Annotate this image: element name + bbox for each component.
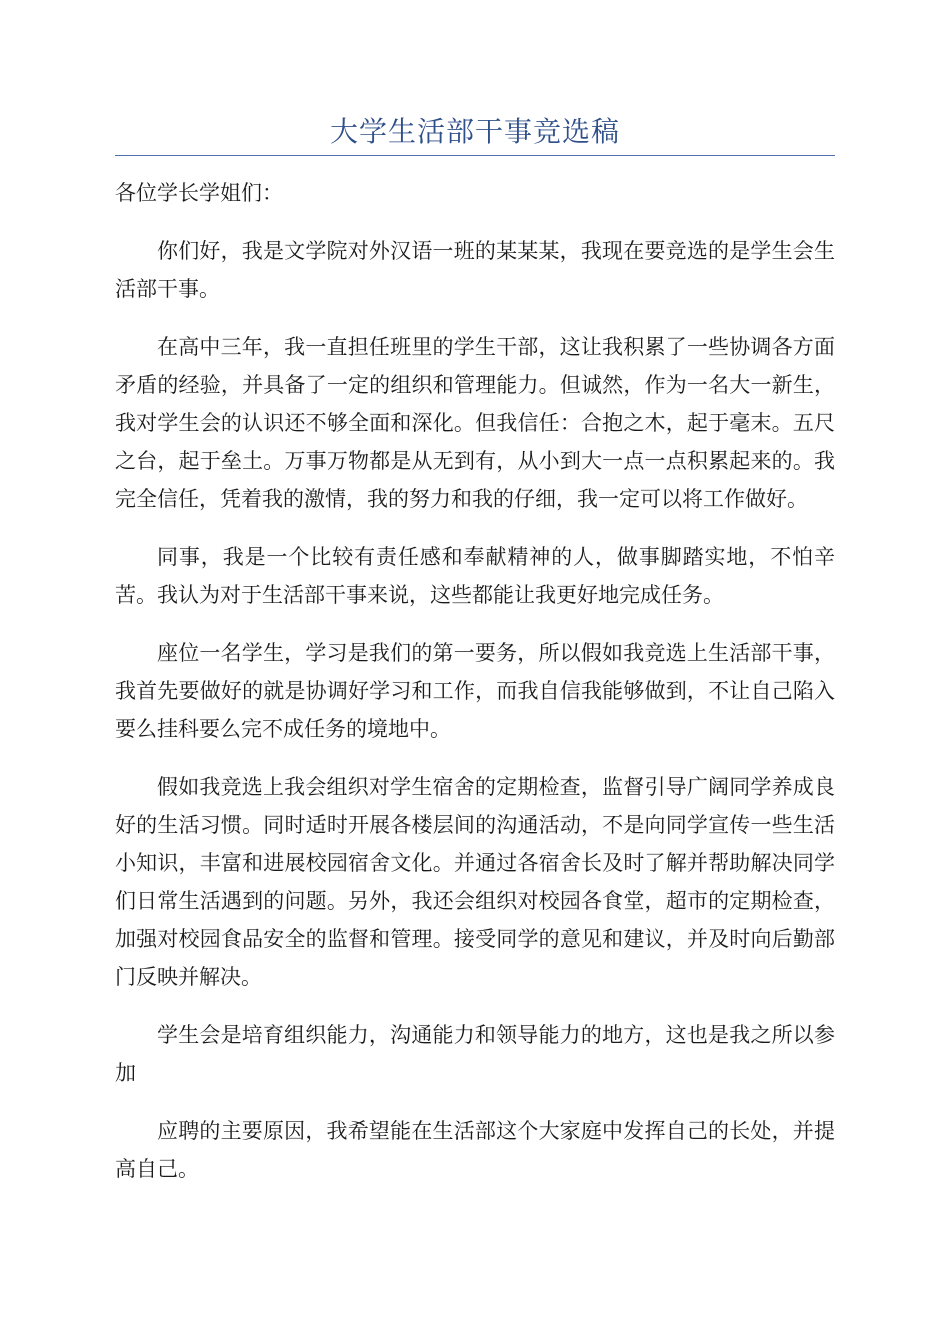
salutation: 各位学长学姐们： (115, 181, 283, 205)
paragraph-3: 同事，我是一个比较有责任感和奉献精神的人，做事脚踏实地，不怕辛苦。我认为对于生活部干事来说，这些都能让我更好地完成任务。 (115, 545, 835, 607)
paragraph-7: 应聘的主要原因，我希望能在生活部这个大家庭中发挥自己的长处，并提高自己。 (115, 1119, 835, 1181)
paragraph-5: 假如我竞选上我会组织对学生宿舍的定期检查，监督引导广阔同学养成良好的生活习惯。同时适时开展各楼层间的沟通活动，不是向同学宣传一些生活小知识，丰富和进展校园宿舍文化。并通过各宿舍长及时了解并帮助解决同学们日常生活遇到的问题。另外，我还会组织对校园各食堂，超市的定期检查，加强对校园食品安全的监督和管理。接受同学的意见和建议，并及时向后勤部门反映并解决。 (115, 775, 835, 989)
title-underline (115, 155, 835, 156)
paragraph-2: 在高中三年，我一直担任班里的学生干部，这让我积累了一些协调各方面矛盾的经验，并具备了一定的组织和管理能力。但诚然，作为一名大一新生，我对学生会的认识还不够全面和深化。但我信任：合抱之木，起于毫末。五尺之台，起于垒土。万事万物都是从无到有，从小到大一点一点积累起来的。我完全信任，凭着我的激情，我的努力和我的仔细，我一定可以将工作做好。 (115, 335, 835, 511)
paragraph-1: 你们好，我是文学院对外汉语一班的某某某，我现在要竞选的是学生会生活部干事。 (115, 239, 835, 301)
paragraph-6: 学生会是培育组织能力，沟通能力和领导能力的地方，这也是我之所以参加 (115, 1023, 835, 1085)
document-title: 大学生活部干事竞选稿 (329, 115, 620, 148)
document-body (115, 174, 835, 1208)
paragraph-4: 座位一名学生，学习是我们的第一要务，所以假如我竞选上生活部干事，我首先要做好的就是协调好学习和工作，而我自信我能够做到，不让自己陷入要么挂科要么完不成任务的境地中。 (115, 641, 835, 741)
